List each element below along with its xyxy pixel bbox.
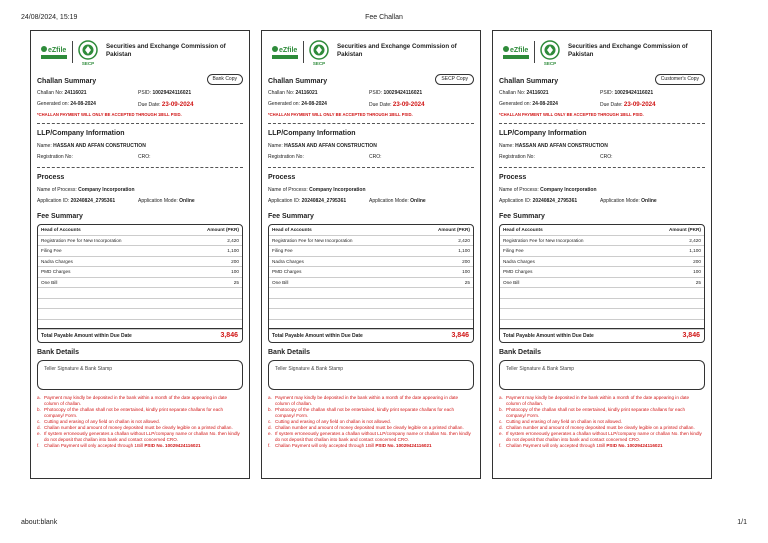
application-row [499, 196, 705, 207]
fee-row [500, 309, 704, 320]
dates-row [37, 99, 243, 110]
section-title-fees: Fee Summary [268, 213, 314, 220]
challan-no: Challan No: 24116021 [37, 90, 87, 96]
instruction-item [268, 407, 474, 419]
application-row [37, 196, 243, 207]
instruction-item [268, 395, 474, 407]
instruction-label: f. [268, 443, 271, 448]
logo-divider [534, 41, 535, 63]
total-amount: 3,846 [220, 332, 238, 339]
fee-amount: 200 [693, 258, 701, 264]
fee-total-row [269, 328, 473, 342]
challan-no: Challan No: 24116021 [499, 90, 549, 96]
fee-head: Registration Fee for New Incorporation [503, 237, 584, 243]
instruction-item [37, 443, 243, 449]
fee-row [500, 257, 704, 268]
instruction-psid: PSID No. 10029424116021 [375, 443, 432, 448]
fee-head: Nadra Charges [41, 258, 73, 264]
secp-logo-icon [307, 40, 331, 66]
instruction-text: If system erroneously generates a challan without LLP/company name or challan No. then kindly do not deposit that challan into bank and contact concerned CRO. [44, 431, 240, 442]
fee-row [500, 267, 704, 278]
challan-no-row [268, 88, 474, 99]
instruction-text: Challan Payment will only accepted through 1Bill [275, 443, 375, 448]
fee-head: PMD Charges [272, 269, 302, 274]
application-id: Application ID: 20240824_2795361 [499, 198, 578, 204]
due-date: Due Date: 23-09-2024 [138, 101, 194, 108]
fee-amount: 1,100 [458, 248, 470, 253]
teller-stamp-box: Teller Signature & Bank Stamp [37, 360, 243, 390]
total-amount: 3,846 [682, 332, 700, 339]
cro: CRO: [369, 154, 382, 160]
print-timestamp: 24/08/2024, 15:19 [21, 14, 78, 21]
process-name: Name of Process: Company Incorporation [268, 187, 366, 193]
instruction-text: Challan Payment will only accepted through 1Bill [44, 443, 144, 448]
cro: CRO: [138, 154, 151, 160]
fee-total-row [38, 328, 242, 342]
registration-no: Registration No: [268, 154, 304, 160]
fee-row [38, 236, 242, 247]
total-label: Total Payable Amount within Due Date [41, 333, 132, 339]
logo-divider [72, 41, 73, 63]
copy-type-badge: SECP Copy [435, 74, 474, 85]
instruction-label: e. [268, 431, 272, 436]
fee-row [269, 288, 473, 299]
instruction-label: b. [37, 407, 41, 412]
instruction-label: b. [268, 407, 272, 412]
challan-no-row [499, 88, 705, 99]
application-mode: Application Mode: Online [138, 198, 195, 204]
section-title-company: LLP/Company Information [268, 130, 356, 137]
fee-amount: 100 [693, 269, 701, 274]
instruction-text: Payment may kindly be deposited in the bank within a month of the date appearing in date column of challan. [506, 395, 690, 406]
section-title-fees: Fee Summary [37, 213, 83, 220]
company-name: Name: HASSAN AND AFFAN CONSTRUCTION [37, 143, 146, 149]
col-amount: Amount (PKR) [206, 227, 239, 232]
challan-header [268, 38, 474, 68]
section-title-summary: Challan Summary [268, 78, 328, 85]
section-title-process: Process [499, 174, 527, 181]
challan-header [37, 38, 243, 68]
challan-header [499, 38, 705, 68]
fee-row [269, 278, 473, 289]
fee-amount: 2,420 [458, 237, 470, 243]
challan-no: Challan No: 24116021 [268, 90, 318, 96]
fee-row [38, 309, 242, 320]
instruction-text: Photocopy of the challan shall not be entertained, kindly print separate challans for each company/ Form. [506, 407, 686, 418]
fee-rows [269, 236, 473, 331]
registration-row [37, 152, 243, 163]
application-mode: Application Mode: Online [369, 198, 426, 204]
fee-head: PMD Charges [503, 269, 533, 274]
fee-head: One Bill [272, 279, 289, 285]
company-name-row [37, 141, 243, 152]
challan-no-row [37, 88, 243, 99]
instruction-label: d. [268, 425, 272, 430]
instruction-item [268, 431, 474, 443]
col-amount: Amount (PKR) [437, 227, 470, 232]
psid: PSID: 100294241160​21 [600, 90, 654, 96]
fee-row [38, 257, 242, 268]
fee-amount: 200 [462, 258, 470, 264]
challan-row [30, 30, 740, 479]
registration-no: Registration No: [499, 154, 535, 160]
fee-row [500, 236, 704, 247]
org-name: Securities and Exchange Commission of Pakistan [337, 43, 457, 59]
instruction-text: If system erroneously generates a challan without LLP/company name or challan No. then kindly do not deposit that challan into bank and contact concerned CRO. [275, 431, 471, 442]
instruction-label: c. [37, 419, 41, 424]
instructions-list [268, 395, 474, 449]
instruction-text: Photocopy of the challan shall not be entertained, kindly print separate challans for each company/ Form. [275, 407, 455, 418]
fee-row [269, 309, 473, 320]
instruction-text: Cutting and erasing of any field on challan is not allowed. [506, 419, 622, 424]
process-name-row [37, 185, 243, 196]
application-mode: Application Mode: Online [600, 198, 657, 204]
fee-amount: 25 [464, 279, 470, 285]
instruction-text: If system erroneously generates a challan without LLP/company name or challan No. then kindly do not deposit that challan into bank and contact concerned CRO. [506, 431, 702, 442]
ezfile-logo-icon [39, 42, 69, 62]
due-date: Due Date: 23-09-2024 [369, 101, 425, 108]
application-row [268, 196, 474, 207]
registration-no: Registration No: [37, 154, 73, 160]
instruction-label: d. [499, 425, 503, 430]
divider [268, 167, 474, 168]
section-title-bank: Bank Details [499, 349, 542, 356]
generated-on: Generated on: 24-08-2024 [37, 101, 96, 107]
total-label: Total Payable Amount within Due Date [503, 333, 594, 339]
instruction-label: c. [268, 419, 272, 424]
total-amount: 3,846 [451, 332, 469, 339]
generated-on: Generated on: 24-08-2024 [268, 101, 327, 107]
challan-copy-3 [492, 30, 712, 479]
fee-amount: 25 [695, 279, 701, 285]
instruction-item [499, 431, 705, 443]
instruction-item [499, 443, 705, 449]
fee-head: Registration Fee for New Incorporation [272, 237, 353, 243]
fee-amount: 200 [231, 258, 239, 264]
fee-row [500, 288, 704, 299]
total-label: Total Payable Amount within Due Date [272, 333, 363, 339]
instruction-item [499, 395, 705, 407]
instruction-item [37, 431, 243, 443]
fee-rows [500, 236, 704, 331]
section-title-process: Process [268, 174, 296, 181]
instruction-text: Photocopy of the challan shall not be entertained, kindly print separate challans for each company/ Form. [44, 407, 224, 418]
svg-text:eZfile: eZfile [279, 47, 298, 54]
dates-row [499, 99, 705, 110]
instruction-text: Challan number and amount of money deposited must be clearly legible on a printed challan. [506, 425, 695, 430]
fee-head: PMD Charges [41, 269, 71, 274]
instruction-label: f. [37, 443, 40, 448]
org-name: Securities and Exchange Commission of Pakistan [106, 43, 226, 59]
fee-row [500, 278, 704, 289]
print-header [21, 14, 747, 24]
org-name: Securities and Exchange Commission of Pakistan [568, 43, 688, 59]
divider [499, 123, 705, 124]
registration-row [268, 152, 474, 163]
fee-row [269, 299, 473, 310]
instruction-label: e. [37, 431, 41, 436]
registration-row [499, 152, 705, 163]
fee-row [38, 299, 242, 310]
summary-heading [37, 74, 243, 88]
instructions-list [37, 395, 243, 449]
instruction-item [37, 407, 243, 419]
svg-text:SECP: SECP [543, 61, 557, 66]
col-amount: Amount (PKR) [668, 227, 701, 232]
print-footer [21, 519, 747, 529]
fee-row [269, 257, 473, 268]
fee-head: Filing Fee [272, 248, 293, 253]
fee-rows [38, 236, 242, 331]
fee-amount: 100 [462, 269, 470, 274]
fee-amount: 25 [233, 279, 239, 285]
instructions-list [499, 395, 705, 449]
page-number: 1/1 [737, 519, 747, 526]
fee-head: Nadra Charges [272, 258, 304, 264]
fee-head: One Bill [41, 279, 58, 285]
instruction-text: Payment may kindly be deposited in the bank within a month of the date appearing in date column of challan. [275, 395, 459, 406]
section-title-bank: Bank Details [37, 349, 80, 356]
fee-table [37, 224, 243, 343]
instruction-label: a. [37, 395, 41, 400]
fee-table-header [38, 225, 242, 236]
col-head-of-accounts: Head of Accounts [272, 227, 312, 232]
instruction-psid: PSID No. 10029424116021 [606, 443, 663, 448]
section-title-company: LLP/Company Information [499, 130, 587, 137]
process-name: Name of Process: Company Incorporation [499, 187, 597, 193]
instruction-item [499, 407, 705, 419]
company-name: Name: HASSAN AND AFFAN CONSTRUCTION [499, 143, 608, 149]
instruction-text: Cutting and erasing of any field on challan is not allowed. [275, 419, 391, 424]
fee-row [500, 299, 704, 310]
fee-amount: 1,100 [689, 248, 701, 253]
divider [37, 167, 243, 168]
fee-amount: 2,420 [689, 237, 701, 243]
instruction-psid: PSID No. 10029424116021 [144, 443, 201, 448]
section-title-summary: Challan Summary [499, 78, 559, 85]
summary-heading [268, 74, 474, 88]
instruction-label: c. [499, 419, 503, 424]
fee-row [38, 246, 242, 257]
fee-row [38, 267, 242, 278]
section-title-process: Process [37, 174, 65, 181]
instruction-label: e. [499, 431, 503, 436]
fee-table [268, 224, 474, 343]
fee-amount: 1,100 [227, 248, 239, 253]
instruction-text: Challan number and amount of money deposited must be clearly legible on a printed challan. [44, 425, 233, 430]
fee-amount: 100 [231, 269, 239, 274]
ezfile-logo-icon [270, 42, 300, 62]
fee-row [38, 278, 242, 289]
process-name-row [499, 185, 705, 196]
application-id: Application ID: 20240824_2795361 [37, 198, 116, 204]
print-url: about:blank [21, 519, 58, 526]
process-name: Name of Process: Company Incorporation [37, 187, 135, 193]
payment-warning: *CHALLAN PAYMENT WILL ONLY BE ACCEPTED THROUGH 1BILL PSID. [268, 112, 413, 117]
payment-warning: *CHALLAN PAYMENT WILL ONLY BE ACCEPTED THROUGH 1BILL PSID. [37, 112, 182, 117]
divider [37, 123, 243, 124]
section-title-bank: Bank Details [268, 349, 311, 356]
application-id: Application ID: 20240824_2795361 [268, 198, 347, 204]
fee-head: Filing Fee [41, 248, 62, 253]
instruction-label: a. [268, 395, 272, 400]
fee-table-header [269, 225, 473, 236]
fee-row [38, 288, 242, 299]
fee-head: One Bill [503, 279, 520, 285]
company-name-row [499, 141, 705, 152]
challan-copy-2 [261, 30, 481, 479]
fee-total-row [500, 328, 704, 342]
summary-heading [499, 74, 705, 88]
divider [268, 123, 474, 124]
instruction-item [37, 395, 243, 407]
svg-text:eZfile: eZfile [510, 47, 529, 54]
svg-text:eZfile: eZfile [48, 47, 67, 54]
document-title: Fee Challan [365, 14, 403, 21]
secp-logo-icon [76, 40, 100, 66]
fee-table-header [500, 225, 704, 236]
company-name-row [268, 141, 474, 152]
fee-row [500, 246, 704, 257]
instruction-item [268, 443, 474, 449]
challan-copy-1 [30, 30, 250, 479]
fee-table [499, 224, 705, 343]
copy-type-badge: Bank Copy [207, 74, 243, 85]
company-name: Name: HASSAN AND AFFAN CONSTRUCTION [268, 143, 377, 149]
generated-on: Generated on: 24-08-2024 [499, 101, 558, 107]
fee-row [269, 267, 473, 278]
dates-row [268, 99, 474, 110]
psid: PSID: 100294241160​21 [369, 90, 423, 96]
logo-divider [303, 41, 304, 63]
instruction-text: Cutting and erasing of any field on challan is not allowed. [44, 419, 160, 424]
teller-stamp-box: Teller Signature & Bank Stamp [268, 360, 474, 390]
fee-head: Nadra Charges [503, 258, 535, 264]
instruction-label: d. [37, 425, 41, 430]
fee-head: Registration Fee for New Incorporation [41, 237, 122, 243]
col-head-of-accounts: Head of Accounts [41, 227, 81, 232]
instruction-label: a. [499, 395, 503, 400]
fee-amount: 2,420 [227, 237, 239, 243]
process-name-row [268, 185, 474, 196]
divider [499, 167, 705, 168]
fee-head: Filing Fee [503, 248, 524, 253]
fee-row [269, 236, 473, 247]
ezfile-logo-icon [501, 42, 531, 62]
payment-warning: *CHALLAN PAYMENT WILL ONLY BE ACCEPTED THROUGH 1BILL PSID. [499, 112, 644, 117]
instruction-label: b. [499, 407, 503, 412]
instruction-label: f. [499, 443, 502, 448]
secp-logo-icon [538, 40, 562, 66]
section-title-company: LLP/Company Information [37, 130, 125, 137]
cro: CRO: [600, 154, 613, 160]
instruction-text: Payment may kindly be deposited in the bank within a month of the date appearing in date column of challan. [44, 395, 228, 406]
section-title-fees: Fee Summary [499, 213, 545, 220]
fee-row [269, 246, 473, 257]
svg-text:SECP: SECP [312, 61, 326, 66]
instruction-text: Challan Payment will only accepted through 1Bill [506, 443, 606, 448]
section-title-summary: Challan Summary [37, 78, 97, 85]
teller-stamp-box: Teller Signature & Bank Stamp [499, 360, 705, 390]
psid: PSID: 100294241160​21 [138, 90, 192, 96]
col-head-of-accounts: Head of Accounts [503, 227, 543, 232]
svg-text:SECP: SECP [81, 61, 95, 66]
copy-type-badge: Customer's Copy [655, 74, 705, 85]
instruction-text: Challan number and amount of money deposited must be clearly legible on a printed challan. [275, 425, 464, 430]
due-date: Due Date: 23-09-2024 [600, 101, 656, 108]
